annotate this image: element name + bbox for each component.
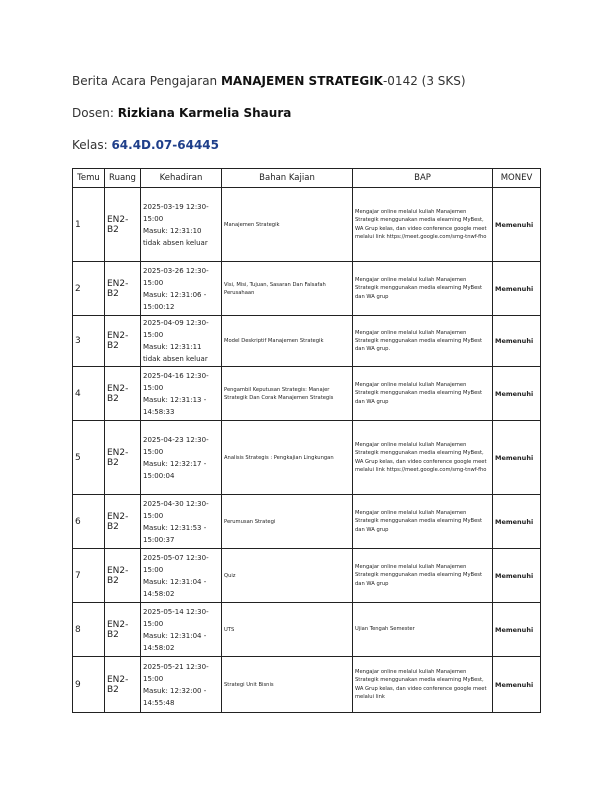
kelas-value: 64.4D.07-64445 (111, 138, 220, 152)
attendance-table (72, 168, 541, 713)
cell-bap: Mengajar online melalui kuliah Manajemen Strategik menggunakan media elearning MyBest, WA Grup kelas, dan video conference google meet melalui link https://meet.google.com/smg-tnwf-fho (353, 188, 493, 262)
course-name: MANAJEMEN STRATEGIK (220, 74, 383, 88)
title-prefix: Berita Acara Pengajaran (72, 74, 221, 88)
cell-ruang: EN2-B2 (105, 367, 141, 421)
cell-bahan-kajian: Manajemen Strategik (222, 188, 353, 262)
kehadiran-schedule: 2025-04-09 12:30-15:00 (143, 319, 209, 339)
lecturer-line (72, 106, 291, 120)
kehadiran-checkin: Masuk: 12:31:10 tidak absen keluar (143, 226, 208, 247)
cell-kehadiran (141, 495, 222, 549)
table-row (73, 188, 541, 262)
cell-monev: Memenuhi (493, 421, 541, 495)
kehadiran-schedule: 2025-04-16 12:30-15:00 (143, 371, 209, 392)
cell-bap: Mengajar online melalui kuliah Manajemen Strategik menggunakan media elearning MyBest dan WA grup (353, 262, 493, 316)
kehadiran-schedule: 2025-05-07 12:30-15:00 (143, 553, 209, 574)
cell-ruang: EN2-B2 (105, 495, 141, 549)
cell-monev: Memenuhi (493, 316, 541, 367)
cell-monev: Memenuhi (493, 495, 541, 549)
cell-bahan-kajian: Analisis Strategis : Pengkajian Lingkungan (222, 421, 353, 495)
cell-bap: Mengajar online melalui kuliah Manajemen Strategik menggunakan media elearning MyBest dan WA grup (353, 549, 493, 603)
document-title (72, 74, 466, 88)
table-row (73, 316, 541, 367)
table-row (73, 657, 541, 713)
kehadiran-schedule: 2025-05-14 12:30-15:00 (143, 607, 209, 628)
kehadiran-checkin: Masuk: 12:31:53 - 15:00:37 (143, 523, 207, 544)
col-kehadiran: Kehadiran (141, 169, 222, 188)
table-row (73, 262, 541, 316)
cell-temu: 4 (73, 367, 105, 421)
cell-bahan-kajian: Pengambil Keputusan Strategis: Manajer Strategik Dan Corak Manajemen Strategis (222, 367, 353, 421)
kehadiran-checkin: Masuk: 12:31:13 - 14:58:33 (143, 395, 207, 416)
cell-ruang: EN2-B2 (105, 262, 141, 316)
cell-temu: 2 (73, 262, 105, 316)
cell-temu: 7 (73, 549, 105, 603)
kehadiran-checkin: Masuk: 12:31:04 - 14:58:02 (143, 577, 207, 598)
table-row (73, 495, 541, 549)
col-monev: MONEV (493, 169, 541, 188)
cell-ruang: EN2-B2 (105, 316, 141, 367)
cell-bahan-kajian: Visi, Misi, Tujuan, Sasaran Dan Falsafah Perusahaan (222, 262, 353, 316)
cell-bahan-kajian: Perumusan Strategi (222, 495, 353, 549)
dosen-name: Rizkiana Karmelia Shaura (117, 106, 292, 120)
cell-temu: 1 (73, 188, 105, 262)
cell-kehadiran (141, 421, 222, 495)
course-suffix: -0142 (3 SKS) (382, 74, 466, 88)
class-line (72, 138, 219, 152)
cell-ruang: EN2-B2 (105, 657, 141, 713)
col-bahan-kajian: Bahan Kajian (222, 169, 353, 188)
cell-temu: 5 (73, 421, 105, 495)
col-bap: BAP (353, 169, 493, 188)
kehadiran-checkin: Masuk: 12:32:00 - 14:55:48 (143, 686, 207, 707)
cell-ruang: EN2-B2 (105, 188, 141, 262)
table-row (73, 603, 541, 657)
kehadiran-schedule: 2025-04-23 12:30-15:00 (143, 435, 209, 456)
cell-ruang: EN2-B2 (105, 421, 141, 495)
dosen-label: Dosen: (72, 106, 118, 120)
cell-bap: Mengajar online melalui kuliah Manajemen Strategik menggunakan media elearning MyBest, WA Grup kelas, dan video conference google meet melalui link (353, 657, 493, 713)
cell-temu: 6 (73, 495, 105, 549)
cell-bahan-kajian: Model Deskriptif Manajemen Strategik (222, 316, 353, 367)
cell-kehadiran (141, 262, 222, 316)
kehadiran-checkin: Masuk: 12:31:11 tidak absen keluar (143, 343, 208, 363)
cell-ruang: EN2-B2 (105, 603, 141, 657)
cell-bap: Mengajar online melalui kuliah Manajemen Strategik menggunakan media elearning MyBest dan WA grup. (353, 316, 493, 367)
cell-kehadiran (141, 367, 222, 421)
cell-bahan-kajian: Strategi Unit Bisnis (222, 657, 353, 713)
cell-kehadiran (141, 188, 222, 262)
cell-kehadiran (141, 603, 222, 657)
cell-bahan-kajian: Quiz (222, 549, 353, 603)
table-row (73, 549, 541, 603)
cell-monev: Memenuhi (493, 367, 541, 421)
cell-temu: 8 (73, 603, 105, 657)
cell-bap: Mengajar online melalui kuliah Manajemen Strategik menggunakan media elearning MyBest dan WA grup (353, 367, 493, 421)
cell-ruang: EN2-B2 (105, 549, 141, 603)
cell-temu: 9 (73, 657, 105, 713)
cell-bap: Mengajar online melalui kuliah Manajemen Strategik menggunakan media elearning MyBest, WA Grup kelas, dan video conference google meet melalui link https://meet.google.com/smg-tnwf-fho (353, 421, 493, 495)
cell-bap: Ujian Tengah Semester (353, 603, 493, 657)
table-header-row (73, 169, 541, 188)
kehadiran-schedule: 2025-05-21 12:30-15:00 (143, 662, 209, 683)
cell-monev: Memenuhi (493, 262, 541, 316)
kehadiran-schedule: 2025-04-30 12:30-15:00 (143, 499, 209, 520)
cell-temu: 3 (73, 316, 105, 367)
cell-bahan-kajian: UTS (222, 603, 353, 657)
kehadiran-schedule: 2025-03-19 12:30-15:00 (143, 202, 209, 223)
kehadiran-checkin: Masuk: 12:32:17 - 15:00:04 (143, 459, 207, 480)
kehadiran-checkin: Masuk: 12:31:04 - 14:58:02 (143, 631, 207, 652)
cell-bap: Mengajar online melalui kuliah Manajemen Strategik menggunakan media elearning MyBest dan WA grup (353, 495, 493, 549)
col-ruang: Ruang (105, 169, 141, 188)
kelas-label: Kelas: (72, 138, 112, 152)
table-row (73, 421, 541, 495)
kehadiran-checkin: Masuk: 12:31:06 - 15:00:12 (143, 290, 207, 311)
cell-monev: Memenuhi (493, 657, 541, 713)
cell-kehadiran (141, 549, 222, 603)
col-temu: Temu (73, 169, 105, 188)
cell-monev: Memenuhi (493, 188, 541, 262)
cell-monev: Memenuhi (493, 603, 541, 657)
kehadiran-schedule: 2025-03-26 12:30-15:00 (143, 266, 209, 287)
cell-kehadiran (141, 316, 222, 367)
cell-kehadiran (141, 657, 222, 713)
cell-monev: Memenuhi (493, 549, 541, 603)
table-row (73, 367, 541, 421)
